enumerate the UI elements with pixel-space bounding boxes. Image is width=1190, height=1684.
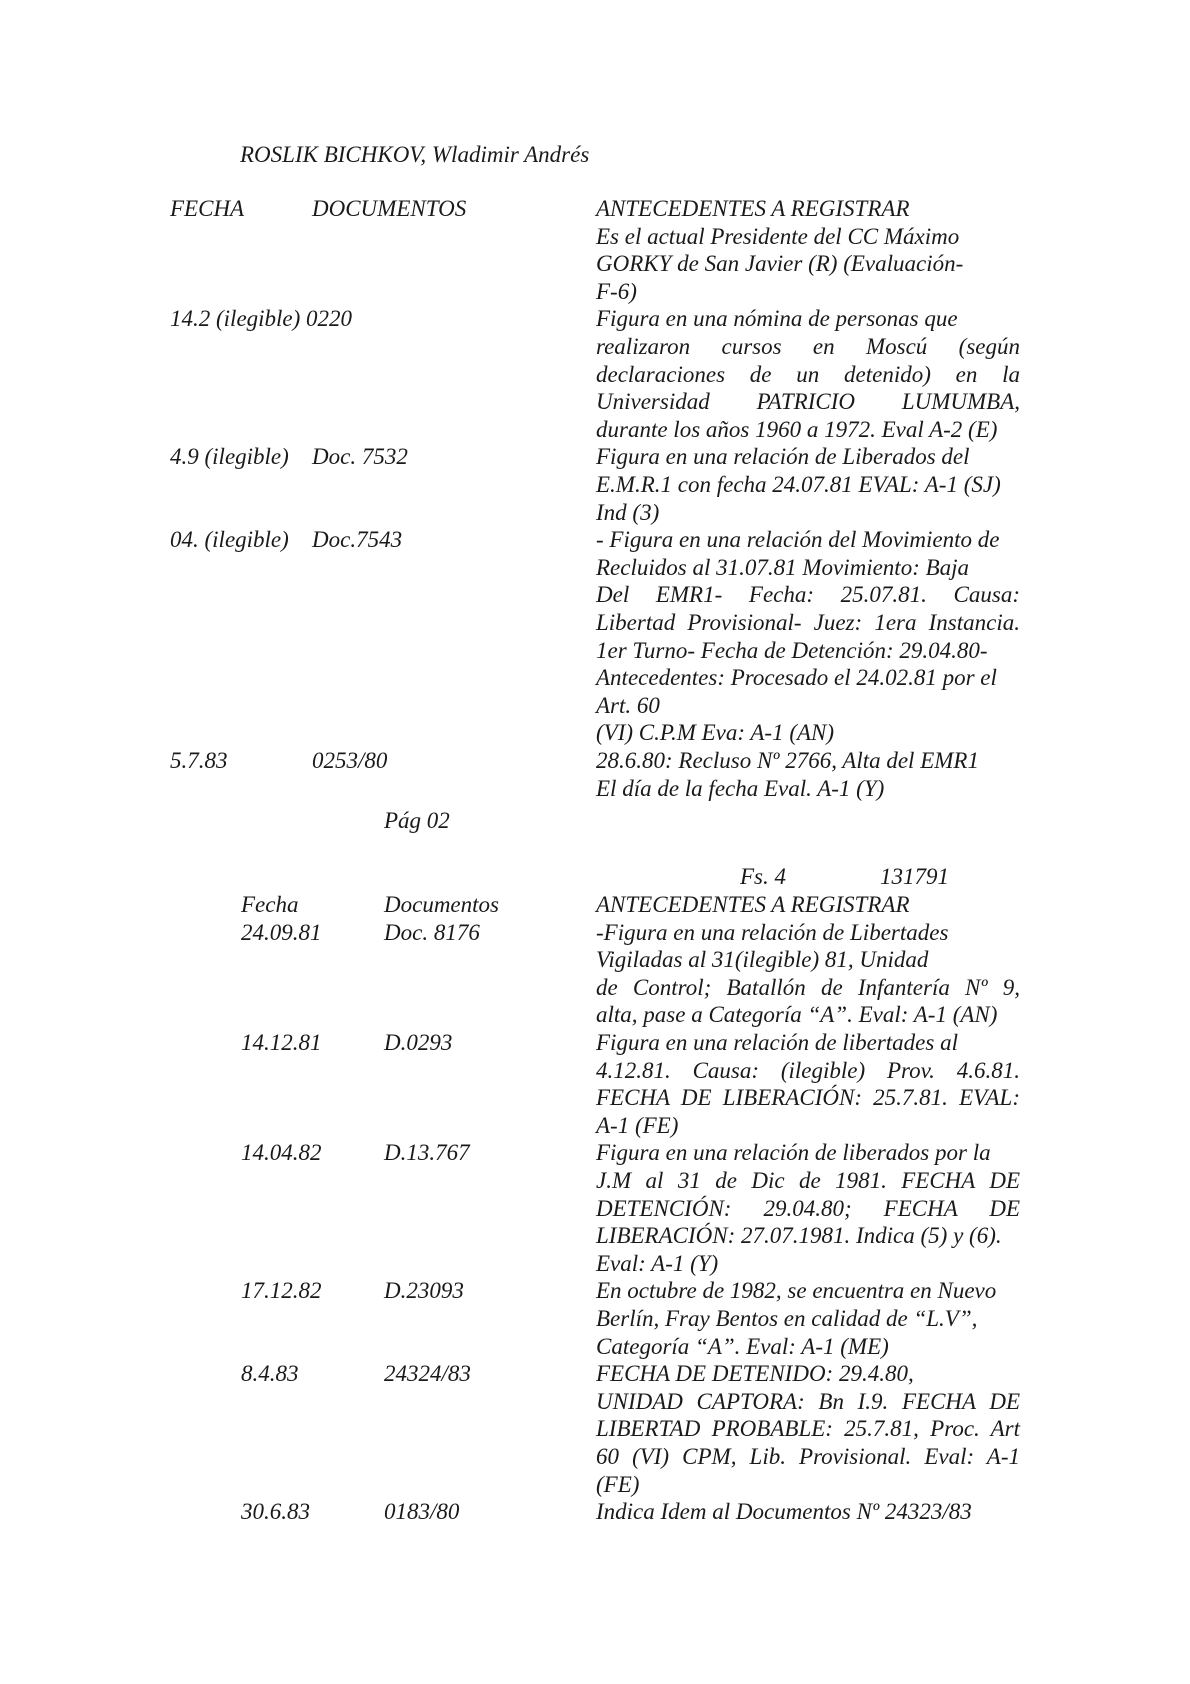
antecedent-text: Del EMR1- Fecha: 25.07.81. Causa: [596,582,1020,608]
record-row [0,1029,1190,1057]
antecedent-line [0,1057,1190,1085]
folio-number: 131791 [880,864,949,889]
antecedent-text: FECHA DE DETENIDO: 29.4.80, [596,1361,914,1387]
record-date: 14.04.82 [241,1140,322,1166]
record-row [0,1139,1190,1167]
record-row [0,443,1190,471]
antecedent-line [0,361,1190,389]
record-date: 8.4.83 [241,1361,299,1387]
antecedent-text: Berlín, Fray Bentos en calidad de “L.V”, [596,1306,978,1331]
antecedent-text: E.M.R.1 con fecha 24.07.81 EVAL: A-1 (SJ) [596,472,1001,497]
antecedent-line [0,581,1190,609]
antecedent-text: F-6) [596,278,637,304]
antecedent-line [0,499,1190,527]
antecedent-line [0,692,1190,720]
record-document: Doc. 8176 [384,919,480,945]
antecedent-text: A-1 (FE) [596,1112,679,1138]
record-date: 14.2 (ilegible) 0220 [170,306,353,332]
column-header-antecedentes: ANTECEDENTES A REGISTRAR [596,196,910,221]
antecedent-text: declaraciones de un detenido) en la [596,361,1020,387]
antecedent-line [0,223,1190,251]
record-row [0,747,1190,775]
column-header-fecha: Fecha [241,892,299,917]
record-document: 24324/83 [384,1361,471,1387]
antecedent-line [0,278,1190,306]
antecedent-text: - Figura en una relación del Movimiento de [596,527,1000,553]
antecedent-text: Eval: A-1 (Y) [596,1250,719,1276]
antecedent-text: Universidad PATRICIO LUMUMBA, [596,389,1020,415]
antecedent-text: Figura en una relación de Liberados del [596,444,970,470]
person-name: ROSLIK BICHKOV, Wladimir Andrés [240,142,590,167]
antecedent-line [0,471,1190,499]
antecedent-line [0,1112,1190,1140]
record-date: 17.12.82 [241,1278,322,1304]
antecedent-text: LIBERTAD PROBABLE: 25.7.81, Proc. Art [596,1416,1020,1442]
antecedent-text: Figura en una nómina de personas que [596,306,958,332]
antecedent-line [0,1167,1190,1195]
record-document: D.0293 [384,1030,453,1055]
antecedent-line [0,1305,1190,1333]
antecedent-text: Libertad Provisional- Juez: 1era Instancia. [596,610,1020,635]
antecedent-text: DETENCIÓN: 29.04.80; FECHA DE [596,1195,1020,1221]
antecedent-text: (VI) C.P.M Eva: A-1 (AN) [596,720,835,746]
record-row [0,305,1190,333]
antecedent-line [0,416,1190,444]
antecedent-text: durante los años 1960 a 1972. Eval A-2 (E) [596,416,998,442]
antecedent-text: Figura en una relación de libertades al [596,1030,958,1055]
folio-label: Fs. 4 [740,864,786,889]
record-document: Doc.7543 [312,527,403,553]
antecedent-text: 28.6.80: Recluso Nº 2766, Alta del EMR1 [596,748,979,773]
record-date: 30.6.83 [241,1499,310,1525]
antecedent-text: J.M al 31 de Dic de 1981. FECHA DE [596,1168,1020,1193]
antecedent-text: UNIDAD CAPTORA: Bn I.9. FECHA DE [596,1388,1020,1414]
record-row [0,919,1190,947]
section1-header-row [0,195,1190,223]
record-row [0,526,1190,554]
antecedent-text: GORKY de San Javier (R) (Evaluación- [596,251,964,277]
antecedent-line [0,1388,1190,1416]
antecedent-text: En octubre de 1982, se encuentra en Nuevo [596,1278,997,1304]
antecedent-line [0,775,1190,803]
antecedent-text: Indica Idem al Documentos Nº 24323/83 [596,1499,972,1525]
record-document: D.23093 [384,1278,464,1304]
antecedent-line [0,1471,1190,1499]
antecedent-text: alta, pase a Categoría “A”. Eval: A-1 (AN) [596,1002,998,1028]
column-header-antecedentes: ANTECEDENTES A REGISTRAR [596,892,910,917]
antecedent-line [0,664,1190,692]
antecedent-text: Categoría “A”. Eval: A-1 (ME) [596,1333,889,1359]
antecedent-text: Recluidos al 31.07.81 Movimiento: Baja [596,554,970,580]
antecedent-line [0,250,1190,278]
record-document: 0253/80 [312,748,388,773]
section2-header-row [0,891,1190,919]
antecedent-text: Es el actual Presidente del CC Máximo [596,223,960,249]
antecedent-line [0,1415,1190,1443]
antecedent-line [0,1084,1190,1112]
antecedent-line [0,974,1190,1002]
antecedent-line [0,1001,1190,1029]
antecedent-line [0,1333,1190,1361]
antecedent-line [0,333,1190,361]
antecedent-line [0,946,1190,974]
antecedent-line [0,1222,1190,1250]
antecedent-line [0,1250,1190,1278]
record-row [0,1277,1190,1305]
column-header-fecha: FECHA [170,196,245,221]
antecedent-text: de Control; Batallón de Infantería Nº 9, [596,974,1020,1000]
antecedent-line [0,637,1190,665]
antecedent-text: Antecedentes: Procesado el 24.02.81 por el [596,665,997,691]
antecedent-text: Art. 60 [596,692,660,718]
antecedent-line [0,609,1190,637]
antecedent-text: 60 (VI) CPM, Lib. Provisional. Eval: A-1 [596,1444,1020,1469]
antecedent-text: Ind (3) [596,499,660,525]
record-row [0,1498,1190,1526]
antecedent-text: realizaron cursos en Moscú (según [596,334,1020,359]
antecedent-line [0,719,1190,747]
record-date: 04. (ilegible) [170,527,289,553]
page-number: Pág 02 [384,808,450,833]
antecedent-line [0,388,1190,416]
antecedent-text: FECHA DE LIBERACIÓN: 25.7.81. EVAL: [596,1085,1020,1111]
antecedent-text: LIBERACIÓN: 27.07.1981. Indica (5) y (6). [596,1223,1002,1249]
antecedent-text: Vigiladas al 31(ilegible) 81, Unidad [596,947,929,973]
antecedent-line [0,1195,1190,1223]
antecedent-text: (FE) [596,1471,640,1497]
antecedent-text: -Figura en una relación de Libertades [596,919,949,945]
antecedent-line [0,554,1190,582]
record-date: 4.9 (ilegible) [170,444,289,470]
record-document: D.13.767 [384,1140,470,1166]
record-date: 5.7.83 [170,748,228,773]
antecedent-text: Figura en una relación de liberados por la [596,1140,991,1166]
record-date: 24.09.81 [241,919,322,945]
record-date: 14.12.81 [241,1030,322,1055]
record-row [0,1360,1190,1388]
record-document: Doc. 7532 [312,444,408,470]
column-header-documentos: DOCUMENTOS [312,196,467,221]
record-document: 0183/80 [384,1499,460,1525]
antecedent-text: 1er Turno- Fecha de Detención: 29.04.80- [596,637,988,663]
antecedent-text: El día de la fecha Eval. A-1 (Y) [596,775,885,801]
antecedent-line [0,1443,1190,1471]
column-header-documentos: Documentos [384,892,499,917]
antecedent-text: 4.12.81. Causa: (ilegible) Prov. 4.6.81. [596,1057,1020,1083]
